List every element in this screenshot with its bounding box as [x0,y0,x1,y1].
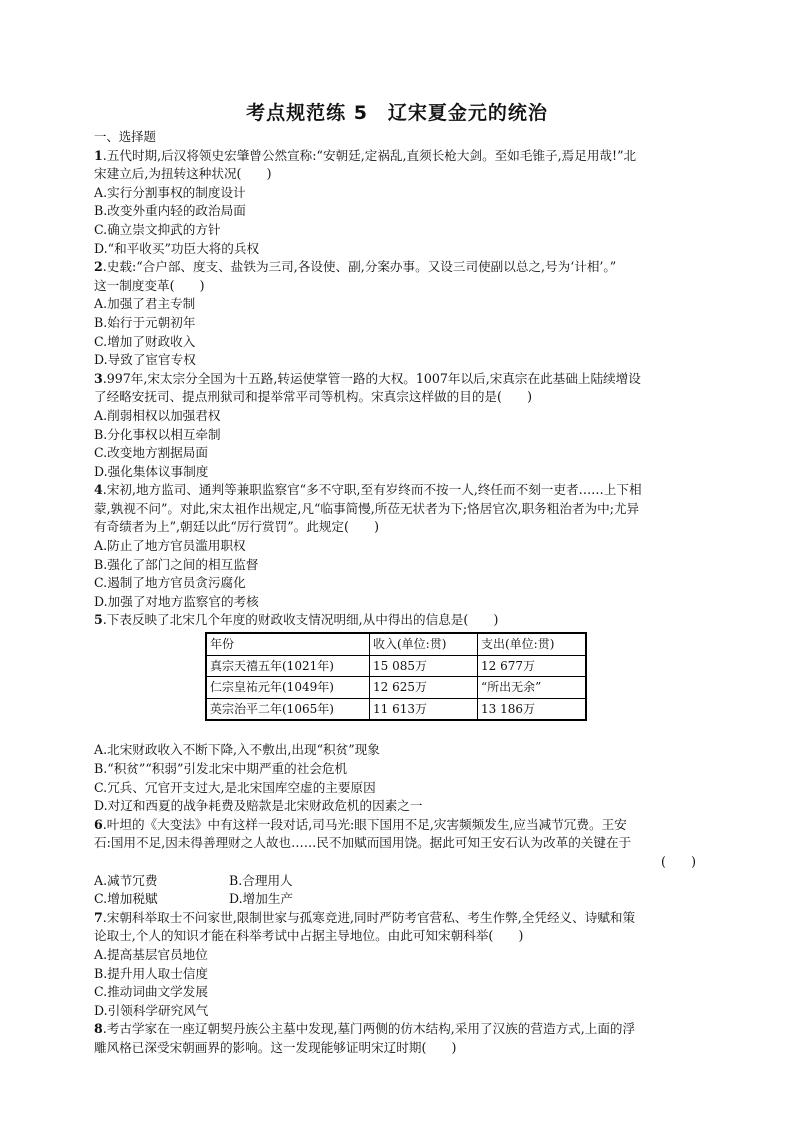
option-a: A.实行分割事权的制度设计 [94,184,246,200]
question-number: 5 [94,612,103,628]
option-d: D.“和平收买”功臣大将的兵权 [94,240,260,256]
exercise-content [94,128,700,1058]
option-d: D.导致了宦官专权 [94,352,196,368]
question-stem-line: .宋初,地方监司、通判等兼职监察官“多不守职,至有岁终而不按一人,终任而不刻一吏者……上下相 [102,482,642,498]
option-d: D.引领科学研究风气 [94,1002,209,1018]
option-b: B.分化事权以相互牵制 [94,426,221,442]
option-c: C.遏制了地方官员贪污腐化 [94,575,246,591]
question-stem-line: .考古学家在一座辽朝契丹族公主墓中发现,墓门两侧的仿木结构,采用了汉族的营造方式,上面的浮 [102,1021,636,1037]
option-c: C.推动词曲文学发展 [94,984,208,1000]
question-stem-line: 雕风格已深受宋朝画界的影响。这一发现能够证明宋辽时期( ) [94,1039,457,1055]
table-cell: 11 613万 [370,698,478,720]
option-c: C.冗兵、冗官开支过大,是北宋国库空虚的主要原因 [94,779,376,795]
question-number: 1 [94,147,103,163]
option-a: A.北宋财政收入不断下降,入不敷出,出现“积贫”现象 [94,742,380,758]
table-cell: 13 186万 [478,698,587,720]
option-b: B.提升用人取士信度 [94,965,209,981]
question-stem-line: 蒙,孰视不问”。对此,宋太祖作出规定,凡“临事简慢,所莅无状者为下;恪居官次,职务粗治者为中;尤异 [94,500,640,516]
answer-blank: ( ) [660,853,696,869]
table-cell: 真宗天禧五年(1021年) [206,655,370,677]
question-stem-line: .997年,宋太宗分全国为十五路,转运使掌管一路的大权。1007年以后,宋真宗在此基础上陆续增设 [102,370,641,386]
question-stem-line: .下表反映了北宋几个年度的财政收支情况明细,从中得出的信息是( ) [102,612,499,628]
question-stem-line: 石:国用不足,因未得善理财之人故也……民不加赋而国用饶。据此可知王安石认为改革的关键在于 [94,835,632,851]
question-number: 8 [94,1021,103,1037]
option-b: B.合理用人 [229,872,293,888]
option-a: A.提高基层官员地位 [94,946,208,962]
question-stem-line: 有奇绩者为上”,朝廷以此“厉行赏罚”。此规定( ) [94,519,380,535]
table-cell: 仁宗皇祐元年(1049年) [206,677,370,699]
question-number: 7 [94,909,103,925]
option-row [94,890,700,909]
option-b: B.始行于元朝初年 [94,314,196,330]
option-c: C.增加税赋 [94,891,158,907]
option-a: A.防止了地方官员滥用职权 [94,538,246,554]
option-row [94,872,700,891]
question-stem-line: 宋建立后,为扭转这种状况( ) [94,166,272,182]
table-row [206,698,586,720]
table-header-cell: 年份 [206,633,370,655]
option-c: C.确立崇文抑武的方针 [94,221,221,237]
option-a: A.加强了君主专制 [94,296,196,312]
question-3 [94,370,700,482]
finance-table [205,632,587,721]
question-2 [94,258,700,370]
option-d: D.强化集体议事制度 [94,463,209,479]
table-header-cell: 收入(单位:贯) [370,633,478,655]
question-stem-line: .史载:“合户部、度支、盐铁为三司,各设使、副,分案办事。又设三司使副以总之,号为‘计相’。” [102,259,617,275]
question-stem-line: 了经略安抚司、提点刑狱司和提举常平司等机构。宋真宗这样做的目的是( ) [94,389,533,405]
option-b: B.“积贫”“积弱”引发北宋中期严重的社会危机 [94,761,348,776]
table-cell: 15 085万 [370,655,478,677]
question-number: 4 [94,482,103,498]
table-header-cell: 支出(单位:贯) [478,633,587,655]
question-number: 6 [94,816,103,832]
option-b: B.强化了部门之间的相互监督 [94,556,259,572]
option-c: C.改变地方割据局面 [94,445,208,461]
option-b: B.改变外重内轻的政治局面 [94,203,246,219]
option-a: A.削弱相权以加强君权 [94,407,221,423]
option-d: D.对辽和西夏的战争耗费及赔款是北宋财政危机的因素之一 [94,798,423,814]
option-d: D.增加生产 [229,891,294,907]
table-header-row [206,633,586,655]
question-stem-line: 这一制度变革( ) [94,277,205,293]
table-cell: 12 677万 [478,655,587,677]
question-number: 2 [94,259,103,275]
option-d: D.加强了对地方监察官的考核 [94,593,259,609]
table-cell: “所出无余” [478,677,587,699]
table-row [206,677,586,699]
question-7 [94,909,700,1021]
option-c: C.增加了财政收入 [94,333,196,349]
question-4 [94,481,700,611]
question-stem-line: .宋朝科举取士不问家世,限制世家与孤寒竞进,同时严防考官营私、考生作弊,全凭经义、诗赋和策 [102,909,636,925]
option-a: A.减节冗费 [94,872,158,888]
question-stem-line: 论取士,个人的知识才能在科举考试中占据主导地位。由此可知宋朝科举( ) [94,928,524,944]
section-heading: 一、选择题 [94,129,156,144]
question-stem-line: .五代时期,后汉将领史宏肇曾公然宣称:“安朝廷,定祸乱,直须长枪大剑。至如毛锥子,焉足用哉!”北 [102,147,637,163]
table-row [206,655,586,677]
question-5 [94,611,700,815]
question-1 [94,147,700,259]
question-stem-line: .叶坦的《大变法》中有这样一段对话,司马光:眼下国用不足,灾害频频发生,应当减节冗费。王安 [102,816,627,832]
question-8 [94,1020,700,1057]
table-cell: 12 625万 [370,677,478,699]
page-title: 考点规范练 5 辽宋夏金元的统治 [246,102,548,124]
table-cell: 英宗治平二年(1065年) [206,698,370,720]
question-6 [94,816,700,909]
question-number: 3 [94,370,103,386]
